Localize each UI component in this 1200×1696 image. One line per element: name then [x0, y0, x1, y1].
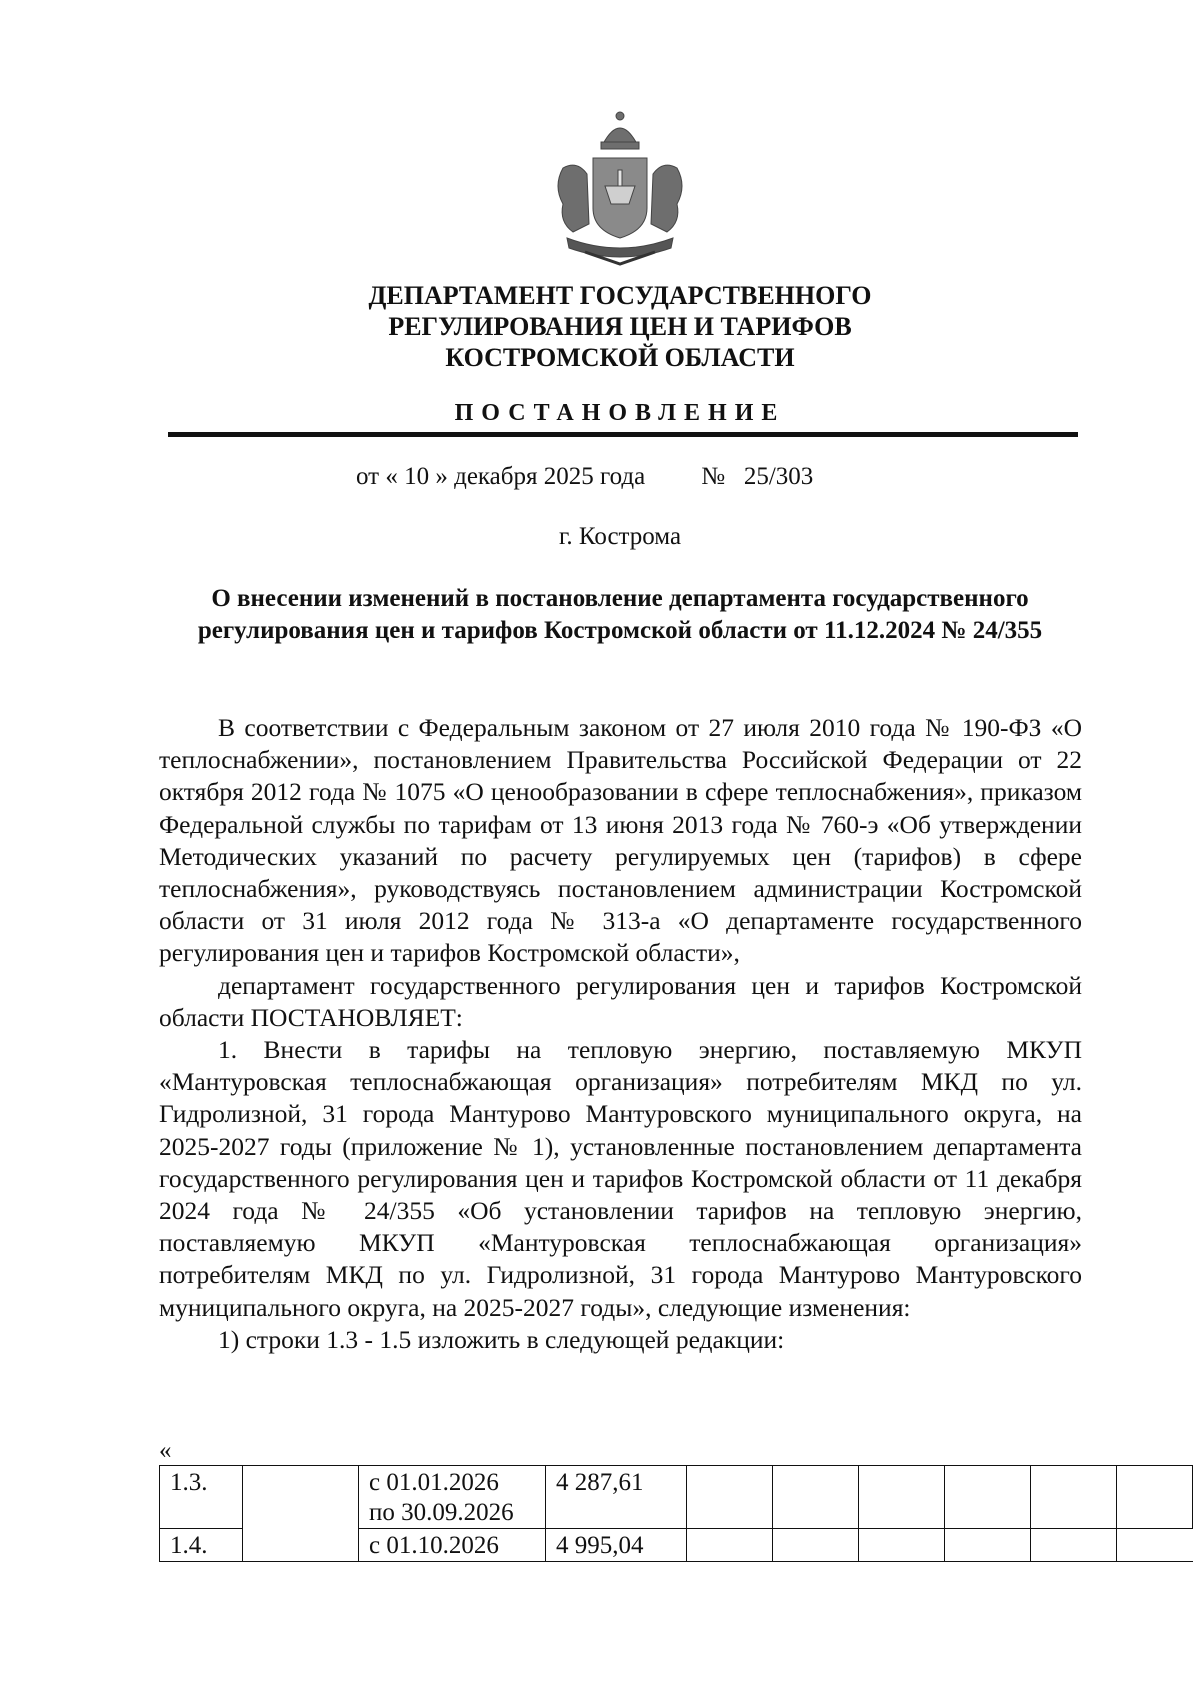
department-name	[160, 280, 1080, 373]
header-divider	[168, 432, 1078, 437]
date-number-line	[356, 463, 813, 491]
resolves-paragraph: департамент государственного регулирования цен и тарифов Костромской области ПОСТАНОВЛЯЕТ:	[159, 970, 1082, 1032]
empty-cell	[773, 1466, 859, 1529]
row-number-cell: 1.3.	[160, 1466, 243, 1529]
tariff-table	[159, 1465, 1193, 1562]
empty-cell	[243, 1466, 359, 1562]
subitem-1-paragraph: 1) строки 1.3 - 1.5 изложить в следующей редакции:	[218, 1324, 785, 1354]
decree-date: от « 10 » декабря 2025 года	[356, 463, 646, 490]
document-type: ПОСТАНОВЛЕНИЕ	[454, 400, 786, 426]
period-start: с 01.10.2026	[369, 1532, 499, 1559]
table-row	[160, 1466, 1193, 1529]
empty-cell	[1031, 1529, 1117, 1562]
empty-cell	[687, 1529, 773, 1562]
empty-cell	[773, 1529, 859, 1562]
empty-cell	[1117, 1466, 1193, 1529]
quote-open-mark: «	[159, 1437, 172, 1464]
empty-cell	[945, 1466, 1031, 1529]
item-1-paragraph: 1. Внести в тарифы на тепловую энергию, поставляемую МКУП «Мантуровская теплоснабжающая организация» потребителям МКД по ул. Гидролизной, 31 города Мантурово Мантуровского муниципального округа, на 2025-2027 годы (приложение № 1), установленные постановлением департамента государственного регулирования цен и тарифов Костромской области от 11 декабря 2024 года № 24/355 «Об установлении тарифов на тепловую энергию, поставляемую МКУП «Мантуровская теплоснабжающая организация» потребителям МКД по ул. Гидролизной, 31 города Мантурово Мантуровского муниципального округа, на 2025-2027 годы», следующие изменения:	[159, 1035, 1082, 1322]
empty-cell	[859, 1466, 945, 1529]
decree-subject	[160, 583, 1080, 647]
empty-cell	[1117, 1529, 1193, 1562]
city-name: г. Кострома	[558, 523, 682, 550]
decree-number: № 25/303	[701, 463, 814, 490]
empty-cell	[859, 1529, 945, 1562]
row-number-cell: 1.4.	[160, 1529, 243, 1562]
empty-cell	[1031, 1466, 1117, 1529]
department-line: ДЕПАРТАМЕНТ ГОСУДАРСТВЕННОГО	[368, 281, 872, 310]
department-line: РЕГУЛИРОВАНИЯ ЦЕН И ТАРИФОВ	[388, 312, 852, 341]
subject-line: О внесении изменений в постановление департамента государственного	[211, 585, 1029, 612]
period-cell	[359, 1529, 546, 1562]
period-cell	[359, 1466, 546, 1529]
subject-line: регулирования цен и тарифов Костромской области от 11.12.2024 № 24/355	[197, 617, 1043, 644]
period-start: с 01.01.2026	[369, 1469, 499, 1496]
tariff-value-cell: 4 287,61	[546, 1466, 687, 1529]
tariff-value-cell: 4 995,04	[546, 1529, 687, 1562]
empty-cell	[687, 1466, 773, 1529]
coat-of-arms-emblem	[545, 108, 695, 268]
preamble-paragraph: В соответствии с Федеральным законом от 27 июля 2010 года № 190-ФЗ «О теплоснабжении», постановлением Правительства Российской Федерации от 22 октября 2012 года № 1075 «О ценообразовании в сфере теплоснабжения», приказом Федеральной службы по тарифам от 13 июня 2013 года № 760-э «Об утверждении Методических указаний по расчету регулируемых цен (тарифов) в сфере теплоснабжения», руководствуясь постановлением администрации Костромской области от 31 июля 2012 года № 313-а «О департаменте государственного регулирования цен и тарифов Костромской области»,	[159, 713, 1082, 968]
empty-cell	[945, 1529, 1031, 1562]
period-end: по 30.09.2026	[369, 1499, 514, 1526]
decree-body	[159, 712, 1082, 1356]
department-line: КОСТРОМСКОЙ ОБЛАСТИ	[445, 343, 795, 372]
